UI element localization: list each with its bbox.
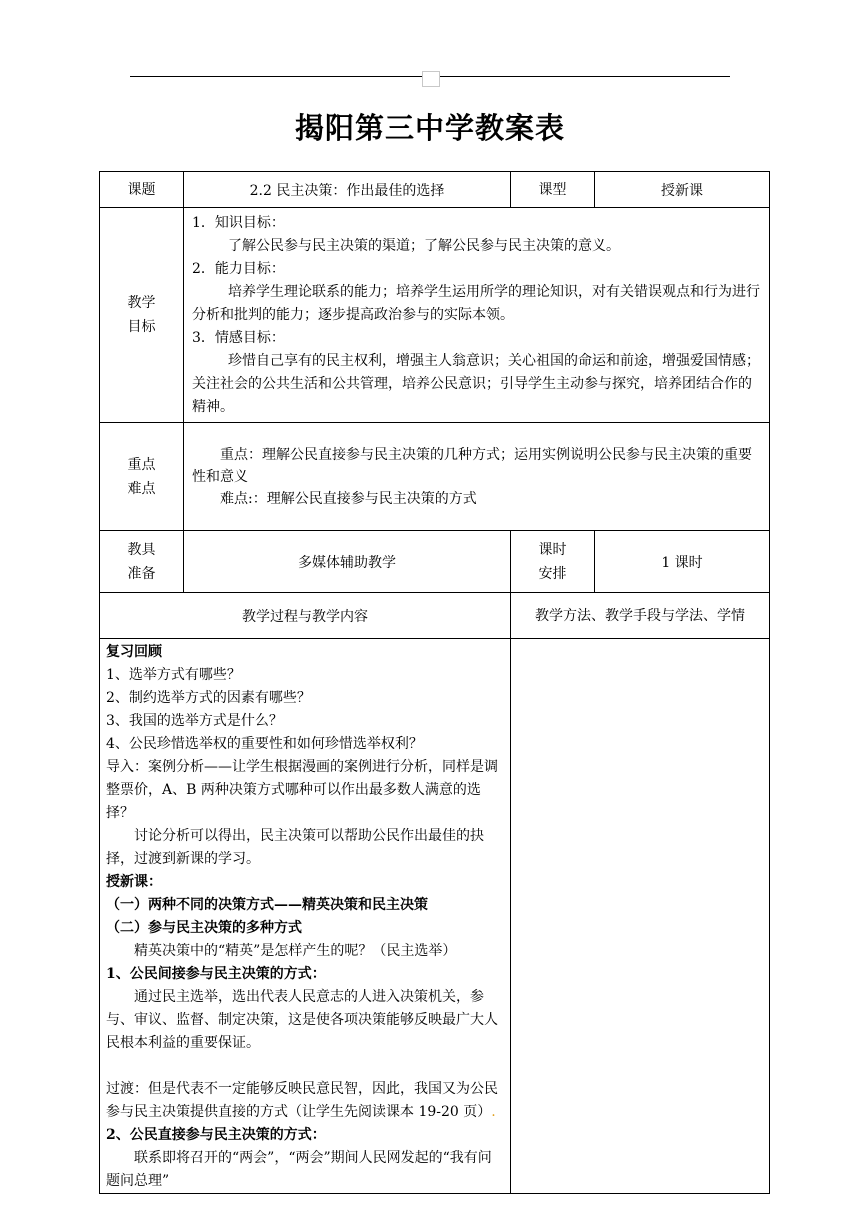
process-line: 授新课：: [106, 874, 162, 890]
tools-label: [100, 531, 184, 593]
process-line: 通过民主选举，选出代表人民意志的人进入决策机关，参与、审议、监督、制定决策，这是使各项决策能够反映最广大人民根本利益的重要保证。: [106, 989, 498, 1051]
tools-label-text: 教具 准备: [127, 541, 156, 582]
process-line: 2、制约选举方式的因素有哪些？: [106, 690, 311, 706]
type-value: 授新课: [595, 172, 770, 208]
difficulty-text: 难点:：理解公民直接参与民主决策的方式: [220, 490, 477, 507]
keypoints-label: [100, 423, 184, 531]
process-line: 精英决策中的“精英”是怎样产生的呢？（民主选举）: [134, 943, 457, 959]
tools-value: 多媒体辅助教学: [184, 531, 511, 593]
page-title: 揭阳第三中学教案表: [294, 111, 565, 145]
type-label: 课型: [511, 172, 595, 208]
keypoints-content: [184, 423, 770, 531]
hours-value: 1 课时: [595, 531, 770, 593]
process-line: 联系即将召开的“两会”，“两会”期间人民网发起的“我有问题问总理”: [106, 1150, 492, 1189]
objective-line: 3．情感目标：: [192, 330, 285, 346]
process-header-right: 教学方法、教学手段与学法、学情: [511, 593, 770, 639]
tools-row: [100, 531, 770, 593]
lesson-plan-table: [99, 171, 770, 1194]
process-line: 讨论分析可以得出，民主决策可以帮助公民作出最佳的抉择，过渡到新课的学习。: [106, 828, 484, 867]
objective-line: 1．知识目标：: [192, 215, 285, 231]
process-line: [106, 1078, 504, 1124]
process-line-text: 过渡：但是代表不一定能够反映民意民智，因此，我国又为公民参与民主决策提供直接的方式（让学生先阅读课本 19-20 页）: [106, 1081, 498, 1120]
process-row: [100, 639, 770, 1194]
topic-label: 课题: [100, 172, 184, 208]
process-line: 1、公民间接参与民主决策的方式：: [106, 966, 326, 982]
process-line: 导入：案例分析——让学生根据漫画的案例进行分析，同样是调整票价，A、B 两种决策方式哪种可以作出最多数人满意的选择？: [106, 759, 498, 821]
process-line: 1、选举方式有哪些？: [106, 667, 241, 683]
process-line: 2、公民直接参与民主决策的方式：: [106, 1127, 326, 1143]
keypoints-label-text: 重点 难点: [127, 456, 156, 497]
keypoints-row: [100, 423, 770, 531]
process-line: （二）参与民主决策的多种方式: [106, 920, 302, 936]
objectives-row: [100, 208, 770, 423]
objective-line: 2．能力目标：: [192, 261, 285, 277]
hours-label: [511, 531, 595, 593]
objectives-content: [184, 208, 770, 423]
hours-label-text: 课时 安排: [538, 541, 567, 582]
topic-value: 2.2 民主决策：作出最佳的选择: [184, 172, 511, 208]
objectives-label-text: 教学 目标: [127, 295, 156, 335]
process-line: （一）两种不同的决策方式——精英决策和民主决策: [106, 897, 428, 913]
objective-line: 培养学生理论联系的能力；培养学生运用所学的理论知识，对有关错误观点和行为进行分析和批判的能力；逐步提高政治参与的实际本领。: [192, 284, 760, 323]
process-content: [100, 639, 511, 1194]
topic-row: [100, 172, 770, 208]
process-methods-cell: [511, 639, 770, 1194]
edit-mark-icon: .: [491, 1104, 496, 1120]
process-line: 3、我国的选举方式是什么？: [106, 713, 283, 729]
process-header-left: 教学过程与教学内容: [100, 593, 511, 639]
process-line: 4、公民珍惜选举权的重要性和如何珍惜选举权利？: [106, 736, 423, 752]
objective-line: 珍惜自己享有的民主权利，增强主人翁意识；关心祖国的命运和前途，增强爱国情感；关注社会的公共生活和公共管理，培养公民意识；引导学生主动参与探究，培养团结合作的精神。: [192, 353, 760, 415]
focus-text: 重点：理解公民直接参与民主决策的几种方式；运用实例说明公民参与民主决策的重要性和意义: [192, 446, 752, 485]
objectives-label: [100, 208, 184, 423]
objective-line: 了解公民参与民主决策的渠道；了解公民参与民主决策的意义。: [228, 238, 620, 254]
header-image-placeholder-icon: [422, 71, 440, 87]
process-line: 复习回顾: [106, 644, 162, 660]
process-header-row: [100, 593, 770, 639]
